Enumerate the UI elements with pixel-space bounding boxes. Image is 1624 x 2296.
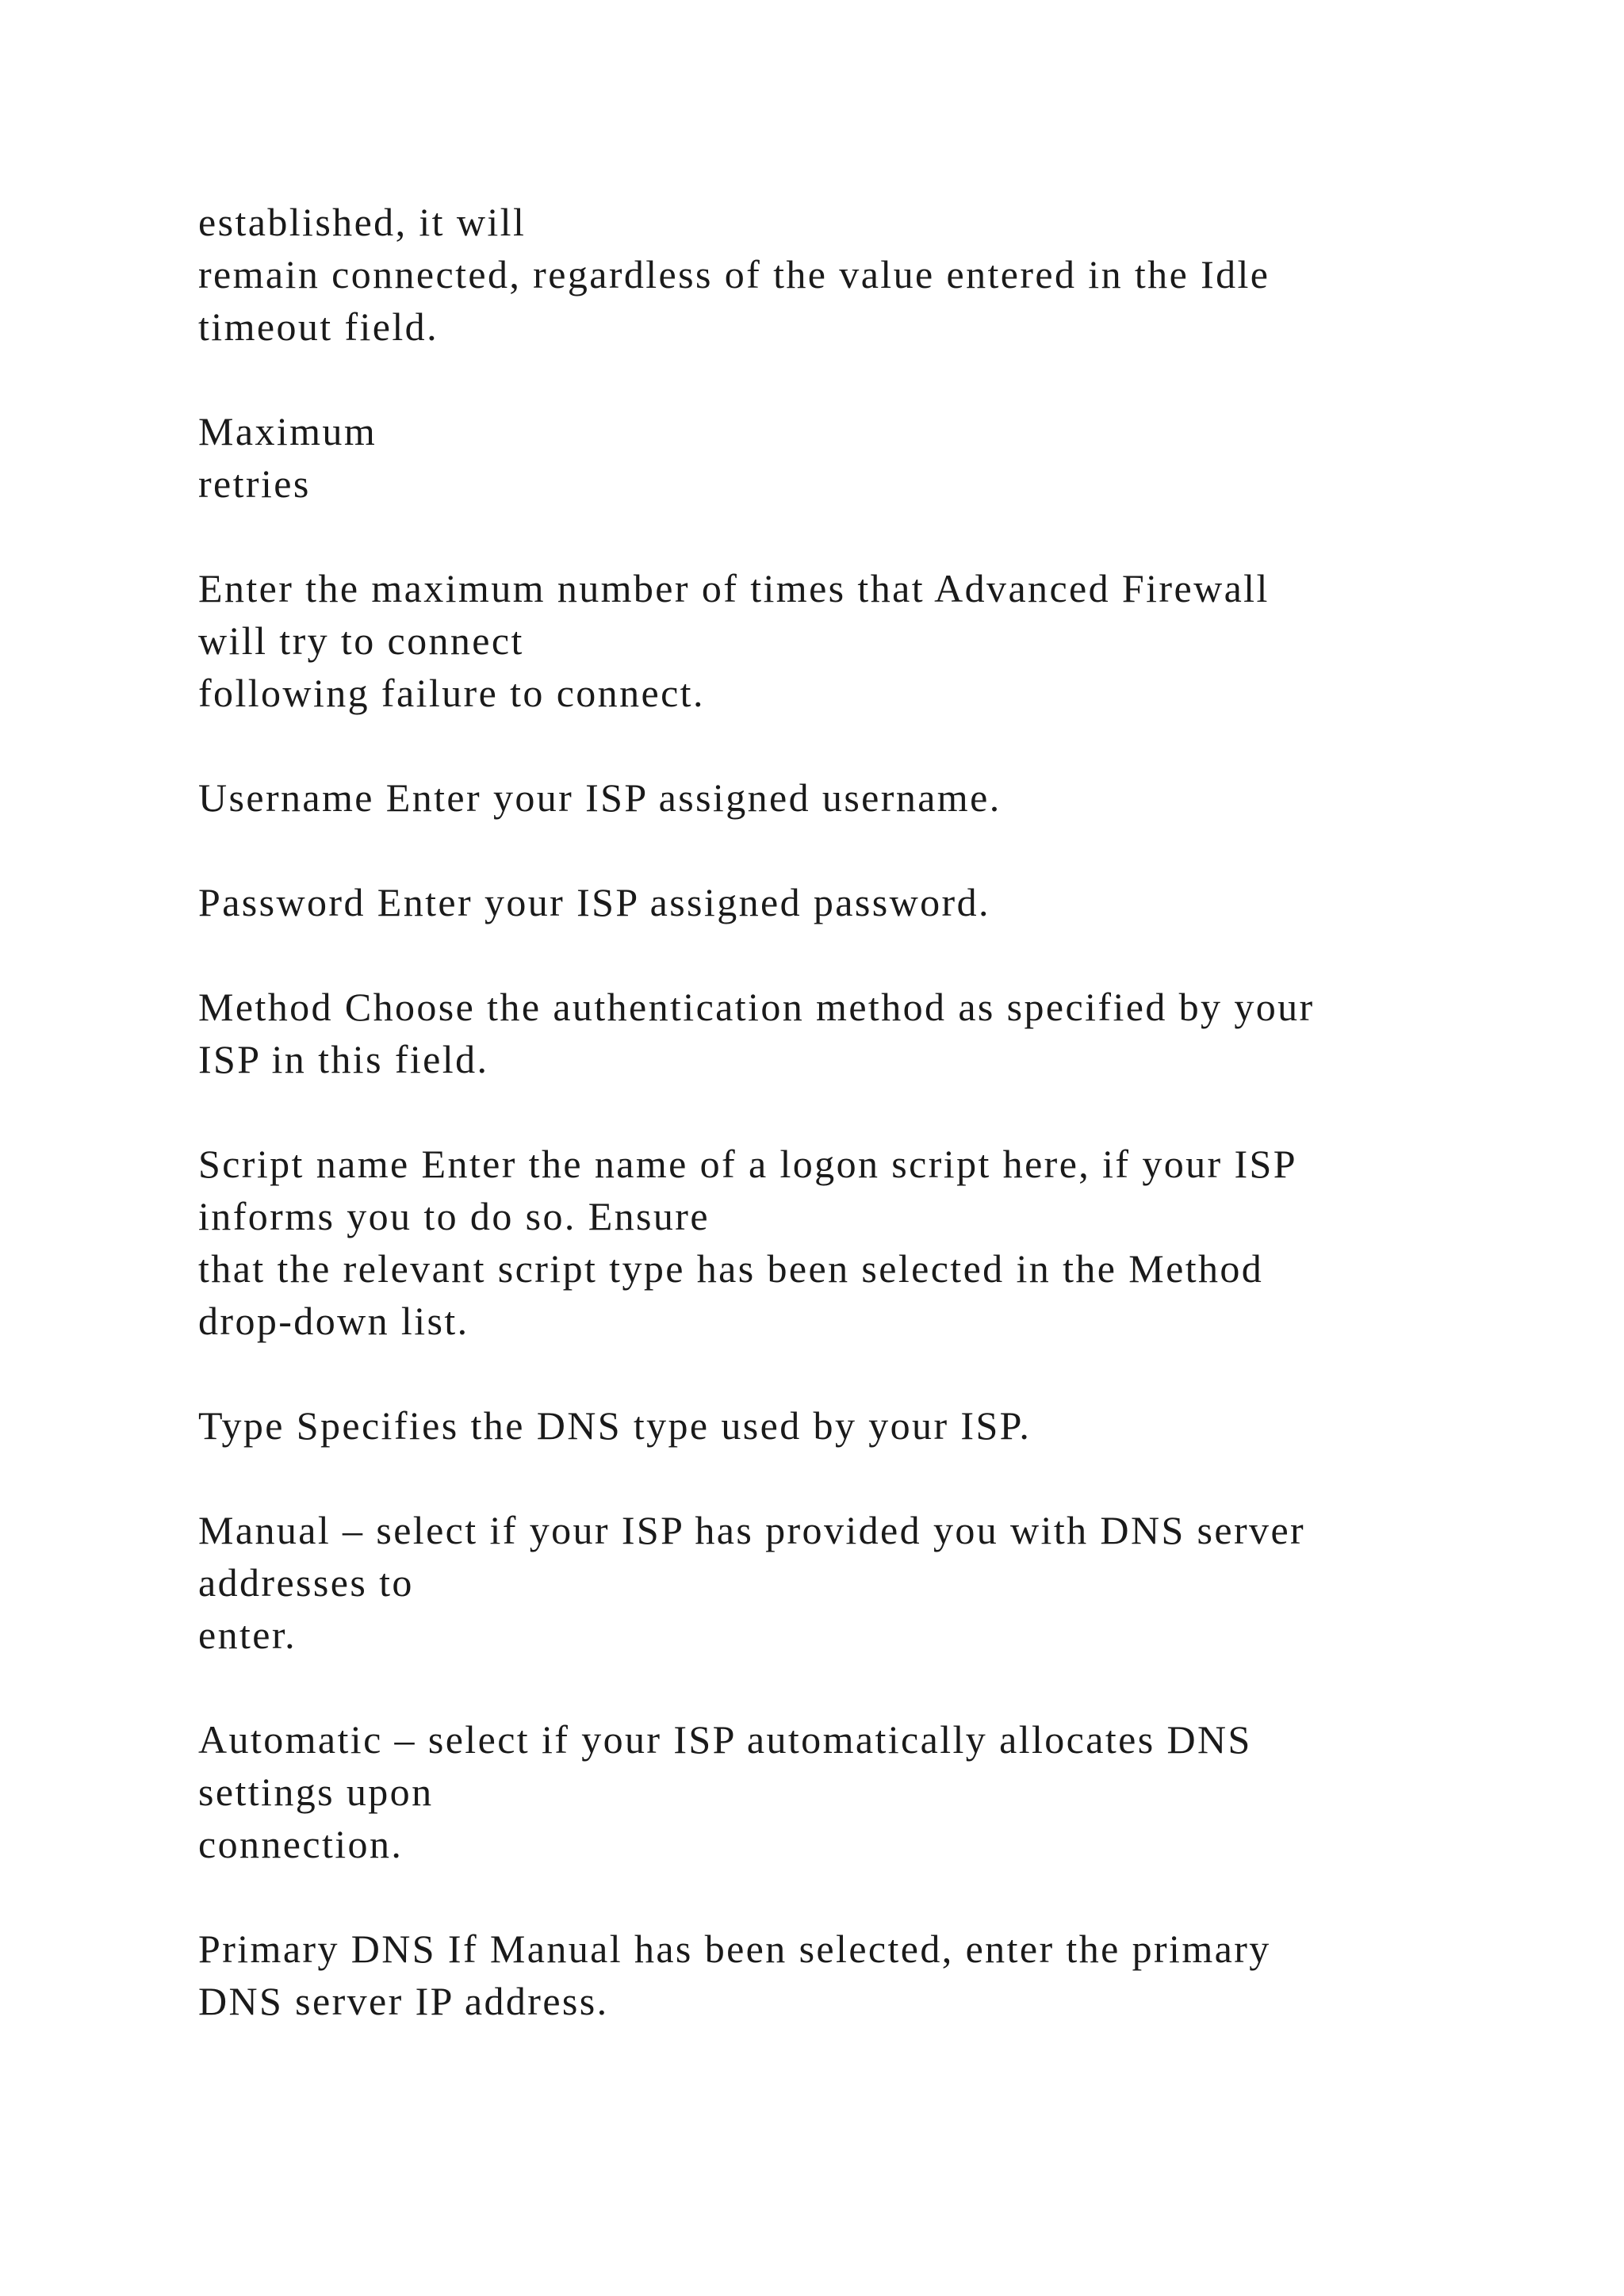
text-line: Enter the maximum number of times that Advanced Firewall xyxy=(198,566,1270,610)
text-line: addresses to xyxy=(198,1560,414,1605)
paragraph-script-name xyxy=(198,1138,1507,1347)
text-line: Automatic – select if your ISP automatically allocates DNS xyxy=(198,1717,1252,1762)
paragraph-maximum-retries-label xyxy=(198,405,1507,510)
text-line: drop-down list. xyxy=(198,1299,469,1343)
text-line: Password Enter your ISP assigned password. xyxy=(198,880,990,924)
text-line: following failure to connect. xyxy=(198,671,705,715)
text-line: Primary DNS If Manual has been selected, enter the primary xyxy=(198,1927,1271,1971)
text-line: that the relevant script type has been selected in the Method xyxy=(198,1246,1264,1291)
text-line: Script name Enter the name of a logon script here, if your ISP xyxy=(198,1142,1297,1186)
text-line: established, it will xyxy=(198,200,527,244)
text-line: Manual – select if your ISP has provided you with DNS server xyxy=(198,1508,1306,1552)
text-line: timeout field. xyxy=(198,304,439,349)
text-line: settings upon xyxy=(198,1770,434,1814)
text-line: enter. xyxy=(198,1613,297,1657)
text-line: Username Enter your ISP assigned username. xyxy=(198,775,1002,820)
text-line: Method Choose the authentication method as specified by your xyxy=(198,985,1315,1029)
paragraph-manual-option xyxy=(198,1504,1507,1661)
document-page xyxy=(198,196,1507,2080)
paragraph-password xyxy=(198,876,1507,928)
paragraph-idle-timeout-note xyxy=(198,196,1507,353)
paragraph-username xyxy=(198,771,1507,824)
text-line: DNS server IP address. xyxy=(198,1979,609,2023)
paragraph-method xyxy=(198,981,1507,1085)
text-line: retries xyxy=(198,461,311,506)
text-line: ISP in this field. xyxy=(198,1037,489,1081)
paragraph-automatic-option xyxy=(198,1713,1507,1870)
text-line: Maximum xyxy=(198,409,377,453)
paragraph-primary-dns xyxy=(198,1923,1507,2027)
paragraph-maximum-retries-description xyxy=(198,562,1507,719)
text-line: informs you to do so. Ensure xyxy=(198,1194,710,1238)
text-line: will try to connect xyxy=(198,618,524,663)
text-line: remain connected, regardless of the value entered in the Idle xyxy=(198,252,1270,297)
text-line: connection. xyxy=(198,1822,404,1866)
paragraph-dns-type xyxy=(198,1399,1507,1452)
text-line: Type Specifies the DNS type used by your ISP. xyxy=(198,1403,1032,1448)
